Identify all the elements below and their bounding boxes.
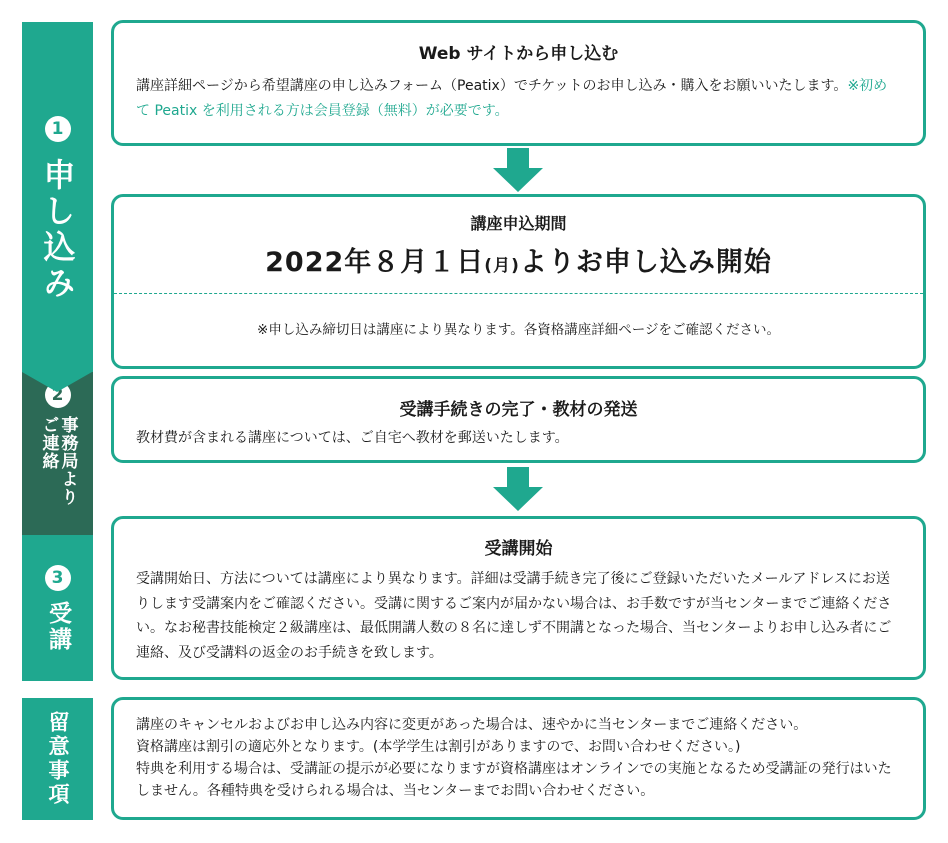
procedure-complete-box — [111, 376, 926, 463]
step1-number-badge: 1 — [45, 116, 71, 142]
arrow-down-icon — [493, 467, 543, 511]
procedure-complete-text: 教材費が含まれる講座については、ご自宅へ教材を郵送いたします。 — [136, 430, 569, 446]
notes-line: 特典を利用する場合は、受講証の提示が必要になりますが資格講座はオンラインでの実施となるため受講証の発行はいたしません。各種特典を受けられる場合は、当センターまでお問い合わせください。 — [136, 761, 892, 799]
step2-number-badge: 2 — [45, 382, 71, 408]
step2-label-col1: 事務局より — [57, 416, 78, 506]
chevron-down-icon — [22, 372, 92, 392]
start-weekday: (月) — [484, 256, 520, 276]
step1-rail — [22, 22, 93, 372]
step2-label-col2: ご連絡 — [38, 416, 59, 470]
deadline-note: ※申し込み締切日は講座により異なります。各資格講座詳細ページをご確認ください。 — [257, 322, 780, 338]
step2-rail — [22, 372, 93, 535]
notes-line: 講座のキャンセルおよびお申し込み内容に変更があった場合は、速やかに当センターまでご連絡ください。 — [136, 717, 808, 733]
apply-online-title: Web サイトから申し込む — [418, 44, 619, 64]
course-start-box — [111, 516, 926, 680]
peatix-registration-note: ※初めて Peatix を利用される方は会員登録（無料）が必要です。 — [136, 78, 888, 119]
procedure-complete-title: 受講手続きの完了・教材の発送 — [399, 400, 638, 420]
dashed-divider — [114, 293, 923, 294]
notes-label: 留意事項 — [46, 711, 70, 807]
notes-text — [114, 714, 923, 802]
application-period-title: 講座申込期間 — [470, 214, 567, 233]
course-start-title: 受講開始 — [484, 539, 553, 559]
step3-label: 受講 — [45, 601, 71, 653]
apply-online-description: 講座詳細ページから希望講座の申し込みフォーム（Peatix）でチケットのお申し込み・購入をお願いいたします。 — [136, 78, 848, 94]
notes-rail — [22, 698, 93, 820]
arrow-down-icon — [493, 148, 543, 192]
apply-online-text — [114, 74, 923, 124]
start-date-suffix: よりお申し込み開始 — [519, 247, 772, 278]
notes-line: 資格講座は割引の適応外となります。(本学学生は割引がありますので、お問い合わせください。) — [136, 739, 741, 755]
start-date: 2022年８月１日 — [265, 247, 485, 278]
apply-online-box — [111, 20, 926, 146]
step3-number-badge: 3 — [45, 565, 71, 591]
course-start-text: 受講開始日、方法については講座により異なります。詳細は受講手続き完了後にご登録いただいたメールアドレスにお送りします受講案内をご確認ください。受講に関するご案内が届かない場合は、お手数ですが当センターまでご連絡ください。なお秘書技能検定２級講座は、最低開講人数の８名に達しず不開講となった場合、当センターよりお申し込み者にご連絡、及び受講料の返金のお手続きを致します。 — [136, 571, 892, 661]
application-period-box — [111, 194, 926, 369]
notes-box — [111, 697, 926, 820]
step1-label: 申し込み — [38, 158, 77, 302]
application-start-date — [114, 240, 923, 279]
step3-rail — [22, 535, 93, 681]
